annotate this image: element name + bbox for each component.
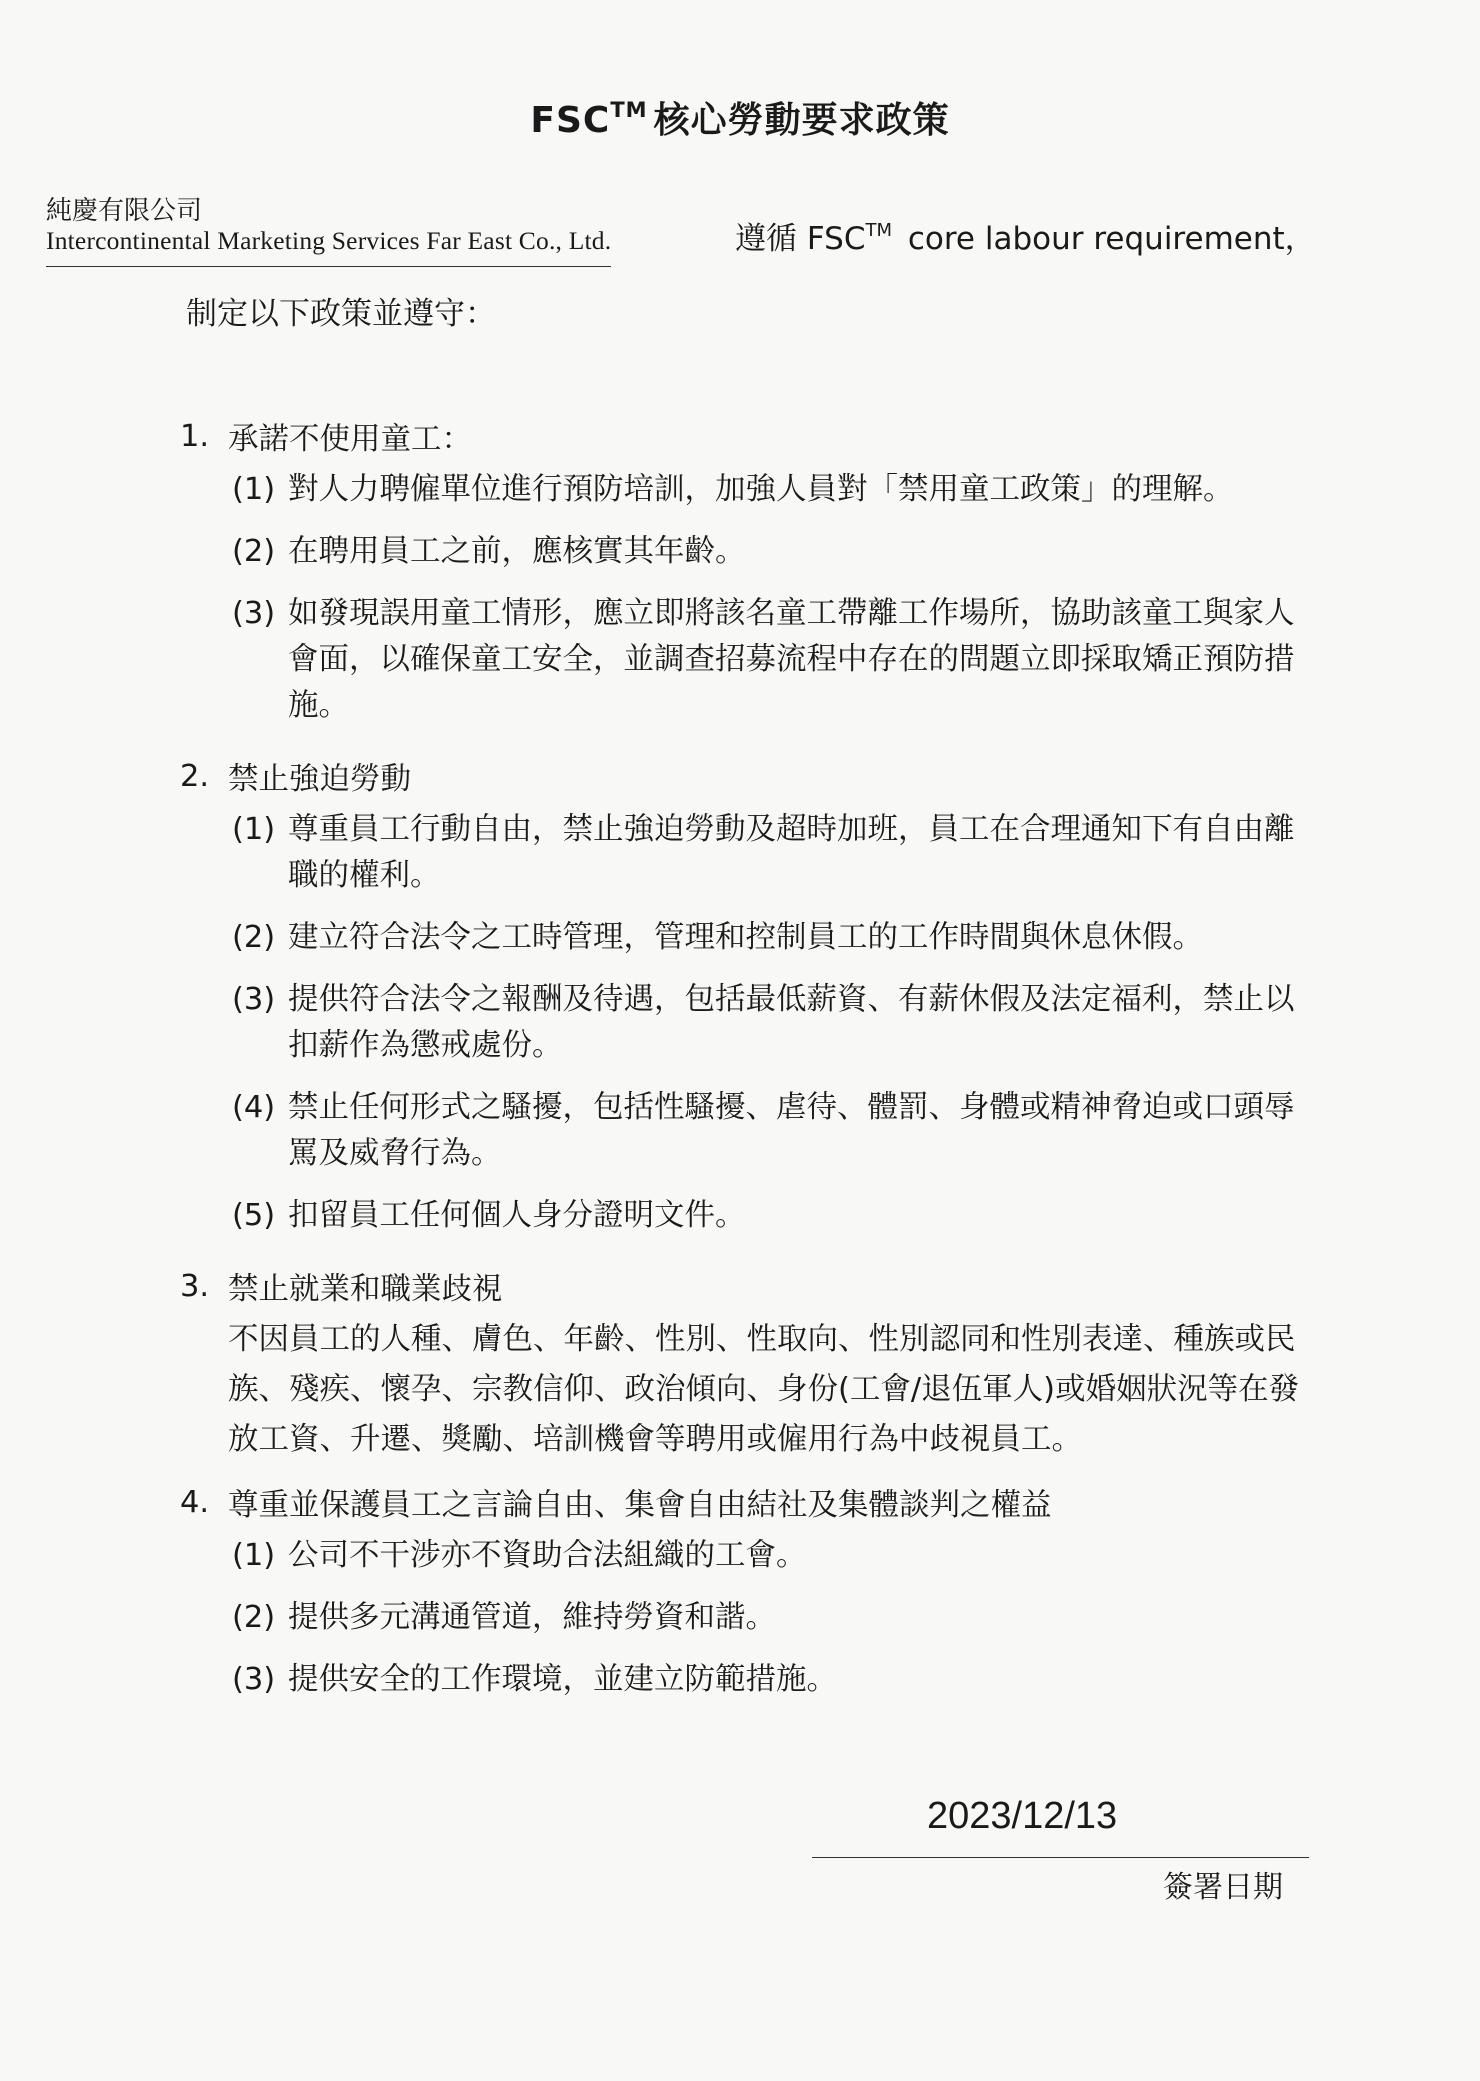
policy-section-2 [180,745,1310,1239]
item-number: (2) [232,534,276,569]
item-number: (3) [232,1662,276,1697]
item-number: (2) [232,920,276,955]
item-number: (4) [232,1090,276,1125]
item-text: 提供多元溝通管道，維持勞資和諧。 [288,1600,776,1635]
company-block [46,196,611,267]
item-text: 扣留員工任何個人身分證明文件。 [288,1198,746,1233]
section-number: 3. [180,1268,210,1304]
section-number: 4. [180,1484,210,1520]
policy-list [180,405,1310,1719]
section-paragraph: 不因員工的人種、膚色、年齡、性別、性取向、性別認同和性別表達、種族或民族、殘疾、懷孕、宗教信仰、政治傾向、身份(工會/退伍軍人)或婚姻狀況等在發放工資、升遷、獎勵、培訓機會等聘用或僱用行為中歧視員工。 [228,1322,1300,1457]
item-text: 對人力聘僱單位進行預防培訓，加強人員對「禁用童工政策」的理解。 [288,472,1234,507]
company-name-en: Intercontinental Marketing Services Far East Co., Ltd. [46,226,611,267]
compliance-statement [735,213,1316,258]
list-item [232,1085,1310,1177]
document-title [0,92,1480,143]
policy-section-3 [180,1255,1310,1465]
title-suffix: 核心勞動要求政策 [653,100,950,141]
item-number: (5) [232,1198,276,1233]
list-item [232,807,1310,899]
item-text: 禁止任何形式之騷擾，包括性騷擾、虐待、體罰、身體或精神脅迫或口頭辱罵及威脅行為。 [288,1090,1295,1171]
list-item [232,591,1310,729]
signature-label: 簽署日期 [1163,1870,1283,1905]
list-item [232,1595,1310,1641]
item-number: (1) [232,812,276,847]
item-text: 在聘用員工之前，應核實其年齡。 [288,534,746,569]
signature-line [812,1857,1309,1858]
section-title: 禁止就業和職業歧視 [228,1272,503,1307]
item-text: 如發現誤用童工情形，應立即將該名童工帶離工作場所，協助該童工與家人會面，以確保童工安全，並調查招募流程中存在的問題立即採取矯正預防措施。 [288,596,1295,723]
section-heading [180,745,1310,807]
section-heading [180,405,1310,467]
list-item [232,977,1310,1069]
list-item [232,1533,1310,1579]
comply-trademark: TM [865,220,892,241]
intro-text: 制定以下政策並遵守： [186,296,496,332]
section-title: 禁止強迫勞動 [228,762,411,797]
list-item [232,915,1310,961]
policy-section-1 [180,405,1310,729]
signature-date: 2023/12/13 [927,1795,1118,1837]
comply-prefix: 遵循 FSC [735,221,866,257]
section-title: 承諾不使用童工： [228,422,472,457]
item-text: 建立符合法令之工時管理，管理和控制員工的工作時間與休息休假。 [288,920,1203,955]
list-item [232,1657,1310,1703]
title-trademark: TM [610,98,648,122]
section-number: 2. [180,758,210,794]
item-text: 尊重員工行動自由，禁止強迫勞動及超時加班，員工在合理通知下有自由離職的權利。 [288,812,1295,893]
section-heading [180,1255,1310,1317]
list-item [232,467,1310,513]
section-heading [180,1471,1310,1533]
company-name-zh: 純慶有限公司 [46,196,203,226]
item-number: (2) [232,1600,276,1635]
comply-suffix: core labour requirement， [898,221,1316,257]
item-number: (3) [232,596,276,631]
item-text: 公司不干涉亦不資助合法組織的工會。 [288,1538,807,1573]
list-item [232,529,1310,575]
section-title: 尊重並保護員工之言論自由、集會自由結社及集體談判之權益 [228,1488,1052,1523]
list-item [232,1193,1310,1239]
item-number: (1) [232,472,276,507]
item-text: 提供符合法令之報酬及待遇，包括最低薪資、有薪休假及法定福利，禁止以扣薪作為懲戒處份。 [288,982,1295,1063]
policy-section-4 [180,1471,1310,1703]
item-number: (3) [232,982,276,1017]
title-prefix: FSC [530,100,611,141]
item-text: 提供安全的工作環境，並建立防範措施。 [288,1662,837,1697]
section-number: 1. [180,418,210,454]
item-number: (1) [232,1538,276,1573]
